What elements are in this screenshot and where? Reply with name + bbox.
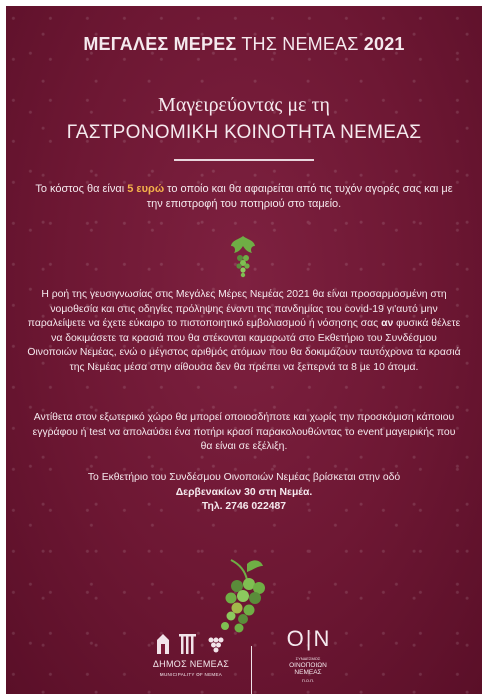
- location-address: Δερβενακίων 30 στη Νεμέα.: [175, 486, 313, 498]
- title-bold: ΜΕΓΑΛΕΣ ΜΕΡΕΣ: [83, 34, 237, 54]
- winemakers-union-logo: O|N: [286, 626, 332, 651]
- municipality-sub: MUNICIPALITY OF NEMEA: [159, 672, 223, 677]
- municipality-crest-icon: [153, 632, 229, 656]
- vine-stem-line: [251, 646, 252, 694]
- divider: [174, 159, 314, 161]
- subtitle-line1: Μαγειρεύοντας με τη: [158, 94, 330, 116]
- location-paragraph: [26, 471, 462, 515]
- subtitle-line2: ΓΑΣΤΡΟΝΟΜΙΚΗ ΚΟΙΝΟΤΗΤΑ ΝΕΜΕΑΣ: [66, 122, 422, 143]
- title-normal: ΤΗΣ ΝΕΜΕΑΣ: [241, 34, 359, 54]
- grape-leaf-icon: [228, 234, 258, 278]
- covid-text-2: φυσικά θέλετε να δοκιμάσετε τα κρασιά που θα στέκονται καμαρωτά στο Εκθετήριο του Συνδέσμου Οινοποιών Νεμέας, ενώ ο μέγιστος αριθμός ατόμων που θα δοκιμάζουν ταυτόχρονα τα κρασιά της Νεμέας μέσα στην αίθουσα δεν θα πρέπει να ξεπερνά τα 8 με 10 άτομα.: [27, 318, 461, 373]
- cost-text-1: Το κόστος θα είναι: [35, 183, 128, 195]
- union-line3: ΝΕΜΕΑΣ: [294, 669, 322, 676]
- covid-text-1: Η ροή της γευσιγνωσίας στις Μεγάλες Μέρες Νεμέας 2021 θα είναι προσαρμοσμένη στη νομοθεσία και στις οδηγίες πρόληψης έναντι της πανδημίας του covid-19 γι'αυτό μην παραλείψετε να έχετε εύκαιρο το πιστοποιητικό εμβολιασμού ή νόσησης σας: [27, 289, 447, 330]
- union-line1: ΣΥΝΔΕΣΜΟΣ: [295, 656, 321, 661]
- location-intro: Το Εκθετήριο του Συνδέσμου Οινοποιών Νεμέας βρίσκεται στην οδό: [87, 472, 401, 483]
- location-phone: Τηλ. 2746 022487: [201, 501, 287, 513]
- outdoor-paragraph: Αντίθετα στον εξωτερικό χώρο θα μπορεί οποιοσδήποτε και χωρίς την προσκόμιση κάποιου εγγράφου ή test να απολαύσει ένα ποτήρι κρασί παρακολουθώντας το event μαγειρικής που θα είναι σε εξέλιξη.: [32, 412, 456, 453]
- cost-text-2: το οποίο και θα αφαιρείται από τις τυχόν αγορές σας και με την επιστροφή του ποτηριού στο ταμείο.: [146, 183, 453, 210]
- union-lines-main: [268, 662, 348, 676]
- covid-paragraph: [26, 288, 462, 376]
- union-line4: Π.Ο.Π.: [301, 678, 315, 683]
- event-title: [6, 34, 482, 55]
- municipality-name: ΔΗΜΟΣ ΝΕΜΕΑΣ: [152, 659, 230, 669]
- cost-price: 5 ευρώ: [127, 183, 165, 195]
- covid-emph: αν: [381, 318, 394, 330]
- poster: [6, 6, 482, 694]
- union-line2: ΟΙΝΟΠΟΙΩΝ: [289, 662, 327, 669]
- title-year: 2021: [363, 34, 405, 54]
- cost-paragraph: [26, 182, 462, 212]
